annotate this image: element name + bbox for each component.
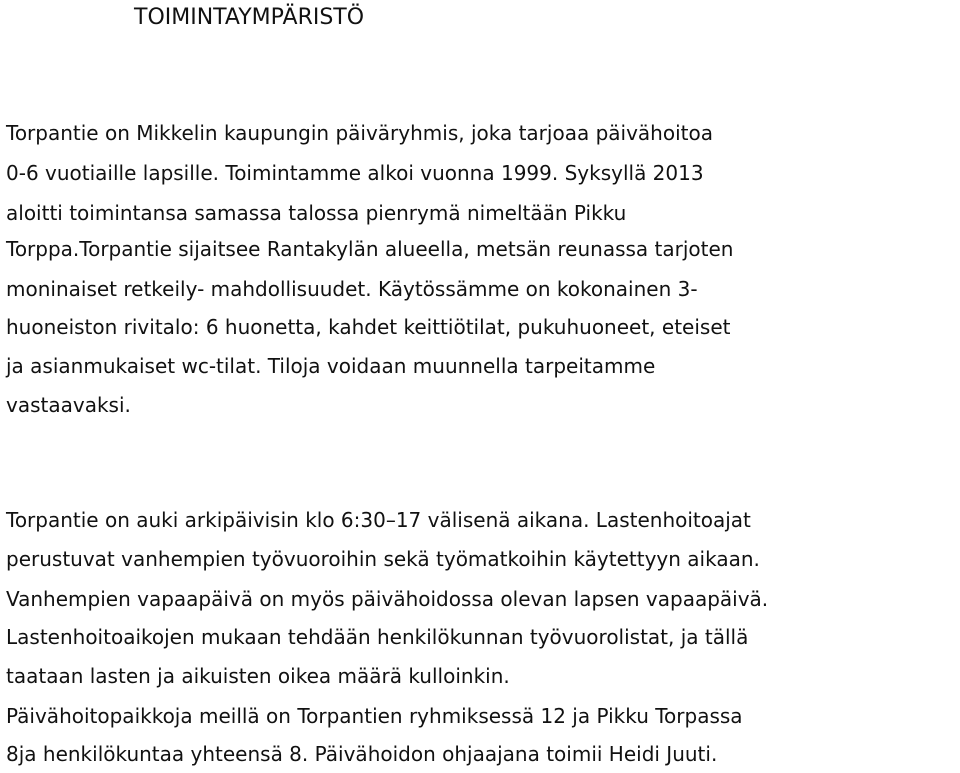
- paragraph2-line: Vanhempien vapaapäivä on myös päivähoidossa olevan lapsen vapaapäivä.: [6, 587, 769, 611]
- paragraph1-line: Torpantie on Mikkelin kaupungin päiväryhmis, joka tarjoaa päivähoitoa: [6, 121, 713, 145]
- paragraph2-line: Torpantie on auki arkipäivisin klo 6:30–17 välisenä aikana. Lastenhoitoajat: [6, 508, 751, 532]
- paragraph1-line: 0-6 vuotiaille lapsille. Toimintamme alkoi vuonna 1999. Syksyllä 2013: [6, 161, 704, 185]
- paragraph2-line: 8ja henkilökuntaa yhteensä 8. Päivähoidon ohjaajana toimii Heidi Juuti.: [6, 742, 718, 766]
- document-heading: TOIMINTAYMPÄRISTÖ: [134, 5, 365, 30]
- paragraph2-line: taataan lasten ja aikuisten oikea määrä kulloinkin.: [6, 664, 510, 688]
- paragraph1-line: aloitti toimintansa samassa talossa pienrymä nimeltään Pikku: [6, 201, 627, 225]
- paragraph1-line: ja asianmukaiset wc-tilat. Tiloja voidaan muunnella tarpeitamme: [6, 354, 656, 378]
- paragraph1-line: Torppa.Torpantie sijaitsee Rantakylän alueella, metsän reunassa tarjoten: [6, 237, 734, 261]
- paragraph1-line: vastaavaksi.: [6, 393, 131, 417]
- paragraph2-line: Päivähoitopaikkoja meillä on Torpantien ryhmiksessä 12 ja Pikku Torpassa: [6, 704, 743, 728]
- paragraph2-line: perustuvat vanhempien työvuoroihin sekä työmatkoihin käytettyyn aikaan.: [6, 547, 760, 571]
- paragraph1-line: huoneiston rivitalo: 6 huonetta, kahdet keittiötilat, pukuhuoneet, eteiset: [6, 315, 731, 339]
- paragraph2-line: Lastenhoitoaikojen mukaan tehdään henkilökunnan työvuorolistat, ja tällä: [6, 625, 749, 649]
- paragraph1-line: moninaiset retkeily- mahdollisuudet. Käytössämme on kokonainen 3-: [6, 277, 698, 301]
